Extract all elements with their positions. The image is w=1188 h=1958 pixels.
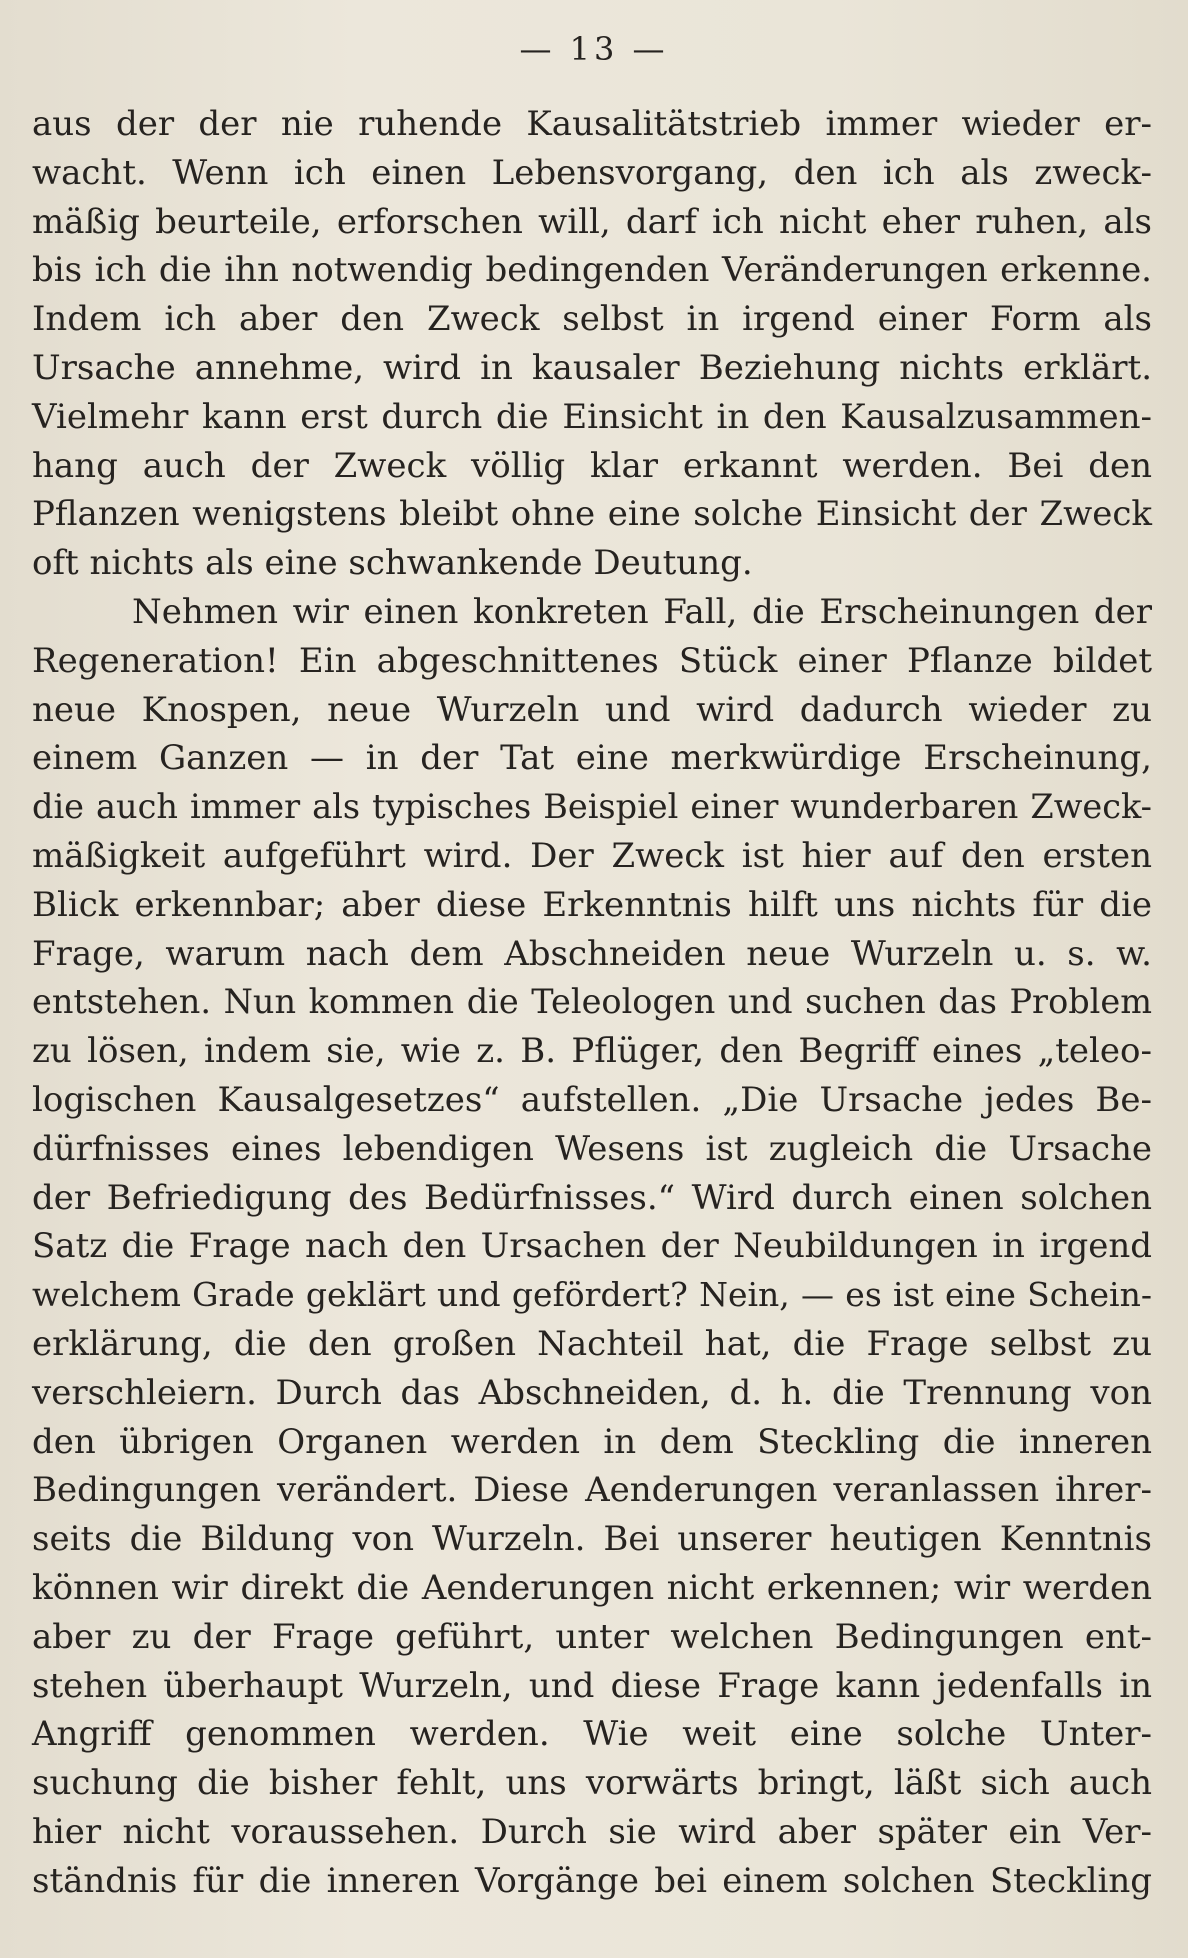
text-line: mäßigkeit aufgeführt wird. Der Zweck ist hier auf den ersten [32, 835, 1152, 876]
text-line: Frage, warum nach dem Abschneiden neue Wurzeln u. s. w. [32, 933, 1152, 974]
text-line: suchung die bisher fehlt, uns vorwärts bringt, läßt sich auch [32, 1763, 1152, 1804]
text-line: Satz die Frage nach den Ursachen der Neubildungen in irgend [32, 1226, 1152, 1267]
text-line: aus der der nie ruhende Kausalitätstrieb immer wieder er- [32, 104, 1152, 144]
text-line: Nehmen wir einen konkreten Fall, die Erscheinungen der [132, 591, 1152, 632]
text-line: Bedingungen verändert. Diese Aenderungen veranlassen ihrer- [32, 1470, 1152, 1511]
text-line: logischen Kausalgesetzes“ aufstellen. „Die Ursache jedes Be- [32, 1079, 1152, 1120]
text-line: Pflanzen wenigstens bleibt ohne eine solche Einsicht der Zweck [32, 494, 1152, 535]
text-line: Blick erkennbar; aber diese Erkenntnis hilft uns nichts für die [32, 884, 1152, 925]
text-line: neue Knospen, neue Wurzeln und wird dadurch wieder zu [32, 689, 1152, 730]
body-text [32, 100, 1152, 1905]
page-number: — 13 — [519, 30, 669, 68]
text-line: zu lösen, indem sie, wie z. B. Pflüger, den Begriff eines „teleo- [32, 1031, 1152, 1072]
text-line: oft nichts als eine schwankende Deutung. [32, 543, 753, 584]
text-line: mäßig beurteile, erforschen will, darf ich nicht eher ruhen, als [32, 201, 1152, 242]
text-line: können wir direkt die Aenderungen nicht erkennen; wir werden [32, 1567, 1152, 1608]
text-line: bis ich die ihn notwendig bedingenden Veränderungen erkenne. [32, 250, 1152, 291]
text-line: Angriff genommen werden. Wie weit eine solche Unter- [32, 1714, 1152, 1755]
text-line: entstehen. Nun kommen die Teleologen und suchen das Problem [32, 982, 1152, 1022]
text-line: erklärung, die den großen Nachteil hat, die Frage selbst zu [32, 1323, 1152, 1364]
text-line: ständnis für die inneren Vorgänge bei einem solchen Steckling [32, 1860, 1152, 1901]
text-line: einem Ganzen — in der Tat eine merkwürdige Erscheinung, [32, 738, 1152, 779]
text-line: die auch immer als typisches Beispiel einer wunderbaren Zweck- [32, 787, 1152, 827]
text-line: hang auch der Zweck völlig klar erkannt werden. Bei den [32, 445, 1152, 486]
text-line: welchem Grade geklärt und gefördert? Nein, — es ist eine Schein- [32, 1275, 1152, 1315]
text-line: dürfnisses eines lebendigen Wesens ist zugleich die Ursache [32, 1128, 1152, 1169]
text-line: der Befriedigung des Bedürfnisses.“ Wird durch einen solchen [32, 1177, 1152, 1218]
text-line: Regeneration! Ein abgeschnittenes Stück einer Pflanze bildet [32, 640, 1152, 681]
text-line: seits die Bildung von Wurzeln. Bei unserer heutigen Kenntnis [32, 1519, 1152, 1560]
text-line: Indem ich aber den Zweck selbst in irgend einer Form als [32, 299, 1152, 340]
text-line: den übrigen Organen werden in dem Steckling die inneren [32, 1421, 1152, 1462]
text-line: Vielmehr kann erst durch die Einsicht in den Kausalzusammen- [32, 396, 1152, 437]
text-line: Ursache annehme, wird in kausaler Beziehung nichts erklärt. [32, 347, 1152, 388]
text-line: aber zu der Frage geführt, unter welchen Bedingungen ent- [32, 1616, 1152, 1657]
text-line: verschleiern. Durch das Abschneiden, d. h. die Trennung von [32, 1372, 1152, 1413]
text-line: stehen überhaupt Wurzeln, und diese Frage kann jedenfalls in [32, 1665, 1152, 1706]
text-line: wacht. Wenn ich einen Lebensvorgang, den ich als zweck- [32, 152, 1152, 193]
text-line: hier nicht voraussehen. Durch sie wird aber später ein Ver- [32, 1811, 1152, 1852]
